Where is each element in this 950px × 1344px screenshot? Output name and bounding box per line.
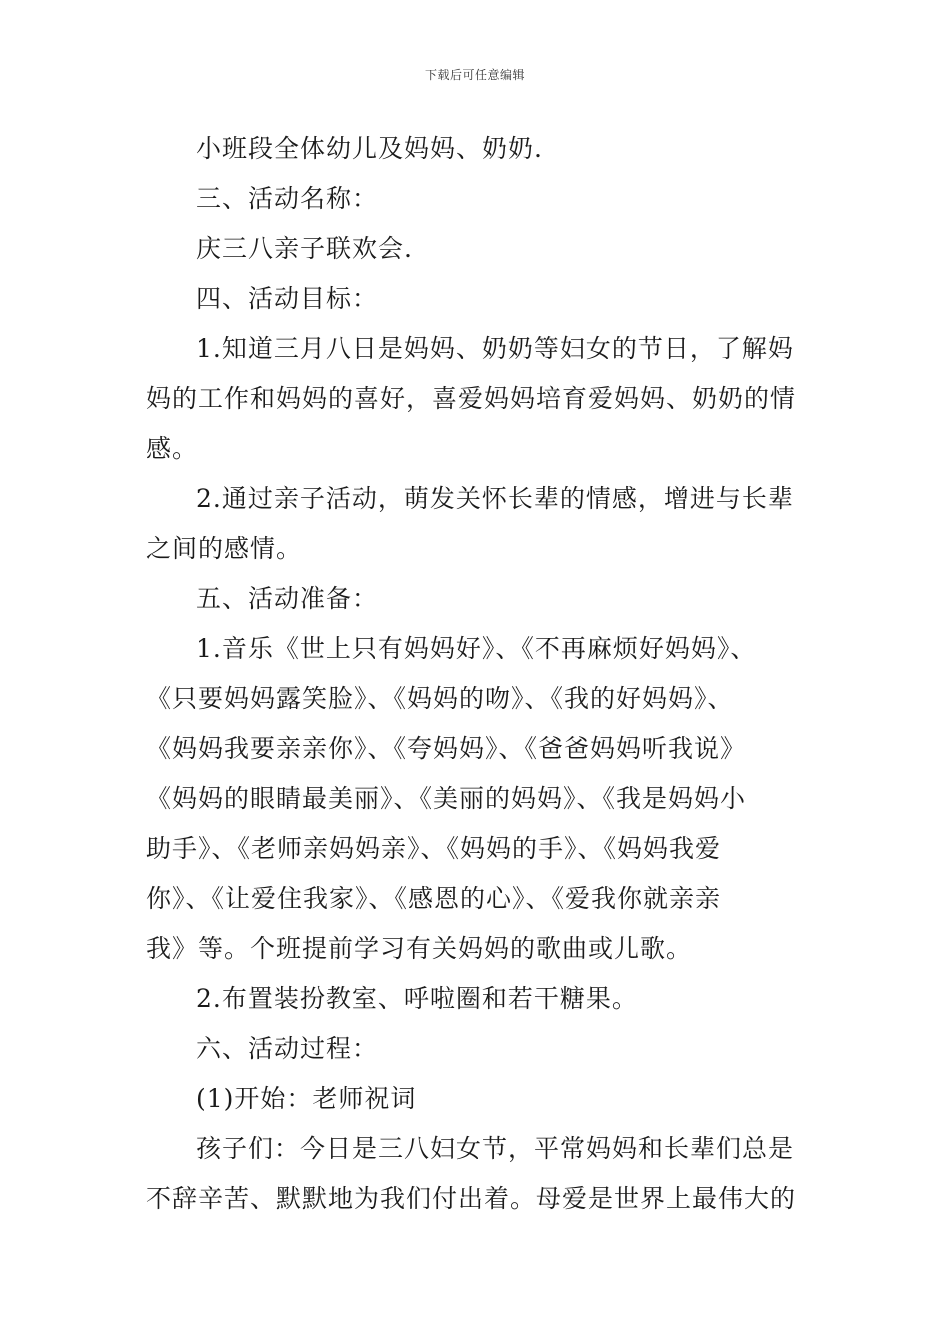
document-body (146, 124, 808, 1224)
body-line: 1.音乐《世上只有妈妈好》、《不再麻烦好妈妈》、 (196, 634, 757, 663)
body-line: 《只要妈妈露笑脸》、《妈妈的吻》、《我的好妈妈》、 (146, 684, 734, 713)
body-line: 三、活动名称： (196, 184, 379, 213)
body-line: 《妈妈的眼睛最美丽》、《美丽的妈妈》、《我是妈妈小 (146, 784, 747, 813)
body-line: 不辞辛苦、默默地为我们付出着。母爱是世界上最伟大的 (146, 1184, 797, 1213)
body-line: 之间的感情。 (146, 534, 303, 563)
body-line: 五、活动准备： (196, 584, 379, 613)
body-line: 庆三八亲子联欢会. (196, 234, 413, 263)
body-line: 1.知道三月八日是妈妈、奶奶等妇女的节日，了解妈 (196, 334, 794, 363)
body-line: 我》等。个班提前学习有关妈妈的歌曲或儿歌。 (146, 934, 693, 963)
body-line: 孩子们：今日是三八妇女节，平常妈妈和长辈们总是 (196, 1134, 795, 1163)
body-line: 妈的工作和妈妈的喜好，喜爱妈妈培育爱妈妈、奶奶的情 (146, 384, 797, 413)
body-line: 六、活动过程： (196, 1034, 379, 1063)
body-line: 感。 (146, 434, 199, 463)
body-line: 《妈妈我要亲亲你》、《夸妈妈》、《爸爸妈妈听我说》 (146, 734, 747, 763)
body-line: 2.通过亲子活动，萌发关怀长辈的情感，增进与长辈 (196, 484, 794, 513)
body-line: 你》、《让爱住我家》、《感恩的心》、《爱我你就亲亲 (146, 884, 722, 913)
page-header: 下载后可任意编辑 (424, 68, 525, 82)
body-line: 2.布置装扮教室、呼啦圈和若干糖果。 (196, 984, 638, 1013)
body-line: 小班段全体幼儿及妈妈、奶奶. (196, 134, 543, 163)
body-line: (1)开始：老师祝词 (196, 1084, 417, 1113)
body-line: 四、活动目标： (196, 284, 379, 313)
body-line: 助手》、《老师亲妈妈亲》、《妈妈的手》、《妈妈我爱 (146, 834, 722, 863)
